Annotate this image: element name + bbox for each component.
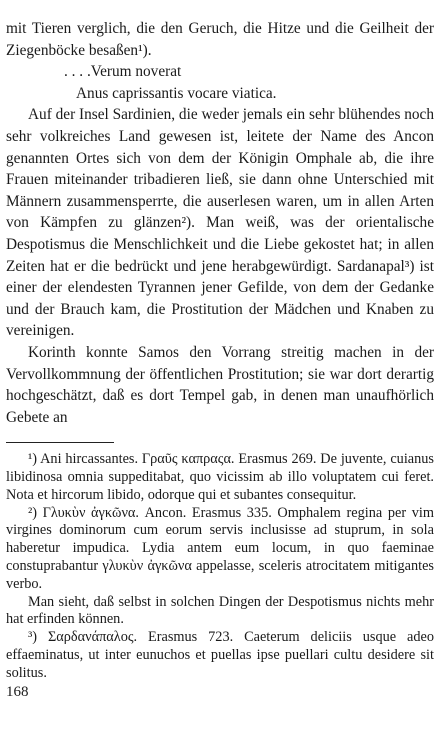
footnote-1: ¹) Ani hircassantes. Γραῦς καπραςα. Erasmus 269. De juvente, cuianus libidinosa omnia suppeditabat, quo vicissim ab illo voluptatem cui feret. Nota et hircorum libido, odorque qui et subantes consequitur. [6,451,434,503]
footnote-3: ³) Σαρδανάπαλος. Erasmus 723. Caeterum deliciis usque adeo effaeminatus, ut inter eunuchos et puellas ipse puellari cultu desidere sit solitus. [6,629,434,681]
footnotes [6,451,434,682]
footnote-divider [6,442,114,443]
verse-line-2: Anus caprissantis vocare viatica. [76,84,277,102]
footnote-2-continuation: Man sieht, daß selbst in solchen Dingen der Despotismus nichts mehr hat erfinden können. [6,593,434,628]
paragraph-3: Korinth konnte Samos den Vorrang streitig machen in der Vervollkommnung der öffentlichen Prostitution; sie war dort derartig hochgeschätzt, daß es dort Tempel gab, in denen man unaufhörlich Gebete an [6,343,434,426]
book-page [6,18,434,683]
page-number: 168 [6,684,29,700]
verse-line-1: . . . .Verum noverat [64,63,182,81]
main-text [6,18,434,428]
paragraph-1: mit Tieren verglich, die den Geruch, die Hitze und die Geilheit der Ziegenböcke besaßen¹). [6,20,434,59]
footnote-2: ²) Γλυκὺν ἀγκῶνα. Ancon. Erasmus 335. Omphalem regina per vim virgines dominorum cum eorum servis inclusisse ad stuprum, in sola haberetur impudica. Lydia antem eum locum, in quo faeminae constuprabantur γλυκὺν ἀγκῶνα appelasse, sceleris atrocitatem mitigantes verbo. [6,504,434,592]
paragraph-2: Auf der Insel Sardinien, die weder jemals ein sehr blühendes noch sehr volkreiches Land gewesen ist, leitete der Name des Ancon genannten Ortes sich von dem der Königin Omphale ab, die ihre Frauen miteinander tribadieren ließ, sie dann ohne Unterschied mit Männern zusammensperrte, die auserlesen waren, um in allen Arten von Kämpfen zu glänzen²). Man weiß, was der orientalische Despotismus die Menschlichkeit und die Liebe gekostet hat; in allen Zeiten hat er die bedrückt und jene herabgewürdigt. Sardanapal³) ist einer der elendesten Tyrannen jener Gefilde, von dem der Gedanke und der Brauch kam, die Prostitution der Mädchen und Knaben zu vereinigen. [6,106,434,340]
